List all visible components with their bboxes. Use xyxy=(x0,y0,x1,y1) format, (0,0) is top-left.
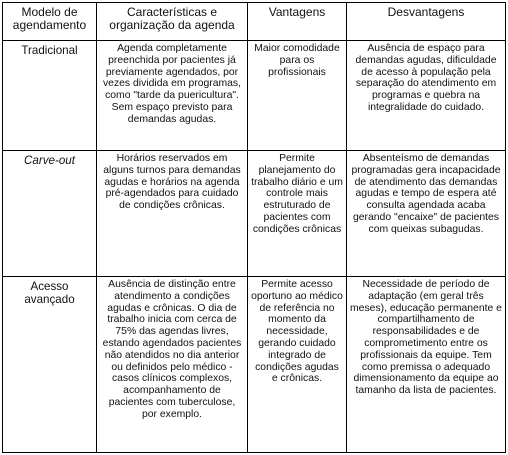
header-vantagens: Vantagens xyxy=(248,3,347,41)
agenda-models-table xyxy=(2,2,506,453)
row-caracteristicas-cell xyxy=(97,151,248,277)
row-model-label: Carve-out xyxy=(24,154,75,167)
row-desvantagens-text: Necessidade de período de adaptação (em geral três meses), educação permanente e compartilhamento de responsabilidades e de comprometimento entre os profissionais da equipe. Tem como premissa o adequado dimensionamento da equipe ao tamanho da lista de pacientes. xyxy=(350,279,502,397)
table-header-row xyxy=(3,3,506,41)
row-vantagens-text: Maior comodidade para os profissionais xyxy=(254,43,340,78)
row-model-cell xyxy=(3,151,97,277)
row-model-cell xyxy=(3,41,97,151)
row-desvantagens-cell xyxy=(347,41,506,151)
row-model-label: Acesso avançado xyxy=(24,280,75,306)
row-caracteristicas-text: Horários reservados em alguns turnos para demandas agudas e horários na agenda pré-agendados para cuidado de condições crônicas. xyxy=(103,153,241,212)
row-desvantagens-cell xyxy=(347,151,506,277)
header-caracteristicas: Características e organização da agenda xyxy=(97,3,248,41)
row-vantagens-cell xyxy=(248,277,347,453)
header-desvantagens: Desvantagens xyxy=(347,3,506,41)
row-caracteristicas-cell xyxy=(97,277,248,453)
table-row xyxy=(3,41,506,151)
row-desvantagens-text: Ausência de espaço para demandas agudas, dificuldade de acesso à população pela separação do atendimento em programas e quebra na integralidade do cuidado. xyxy=(355,43,497,113)
row-caracteristicas-text: Agenda completamente preenchida por pacientes já previamente agendados, por vezes dividida em programas, como "tarde da puericultura". Sem espaço previsto para demandas agudas. xyxy=(102,43,242,125)
row-vantagens-cell xyxy=(248,151,347,277)
row-vantagens-cell xyxy=(248,41,347,151)
header-modelo: Modelo de agendamento xyxy=(3,3,97,41)
row-caracteristicas-cell xyxy=(97,41,248,151)
row-vantagens-text: Permite planejamento do trabalho diário e um controle mais estruturado de pacientes com condições crônicas xyxy=(251,153,343,235)
table-row xyxy=(3,151,506,277)
table-row xyxy=(3,277,506,453)
row-caracteristicas-text: Ausência de distinção entre atendimento a condições agudas e crônicas. O dia de trabalho inicia com cerca de 75% das agendas livres, estando agendados pacientes não atendidos no dia anterior ou definidos pelo médico - casos clínicos complexos, acompanhamento de pacientes com tuberculose, por exemplo. xyxy=(102,279,242,420)
row-model-label: Tradicional xyxy=(21,44,78,57)
row-model-cell xyxy=(3,277,97,453)
row-desvantagens-cell xyxy=(347,277,506,453)
row-vantagens-text: Permite acesso oportuno ao médico de referência no momento da necessidade, gerando cuidado integrado de condições agudas e crônicas. xyxy=(251,279,343,385)
row-desvantagens-text: Absenteísmo de demandas programadas gera incapacidade de atendimento das demandas agudas e tempo de espera até consulta agendada acaba gerando "encaixe" de pacientes com queixas subagudas. xyxy=(351,153,501,235)
